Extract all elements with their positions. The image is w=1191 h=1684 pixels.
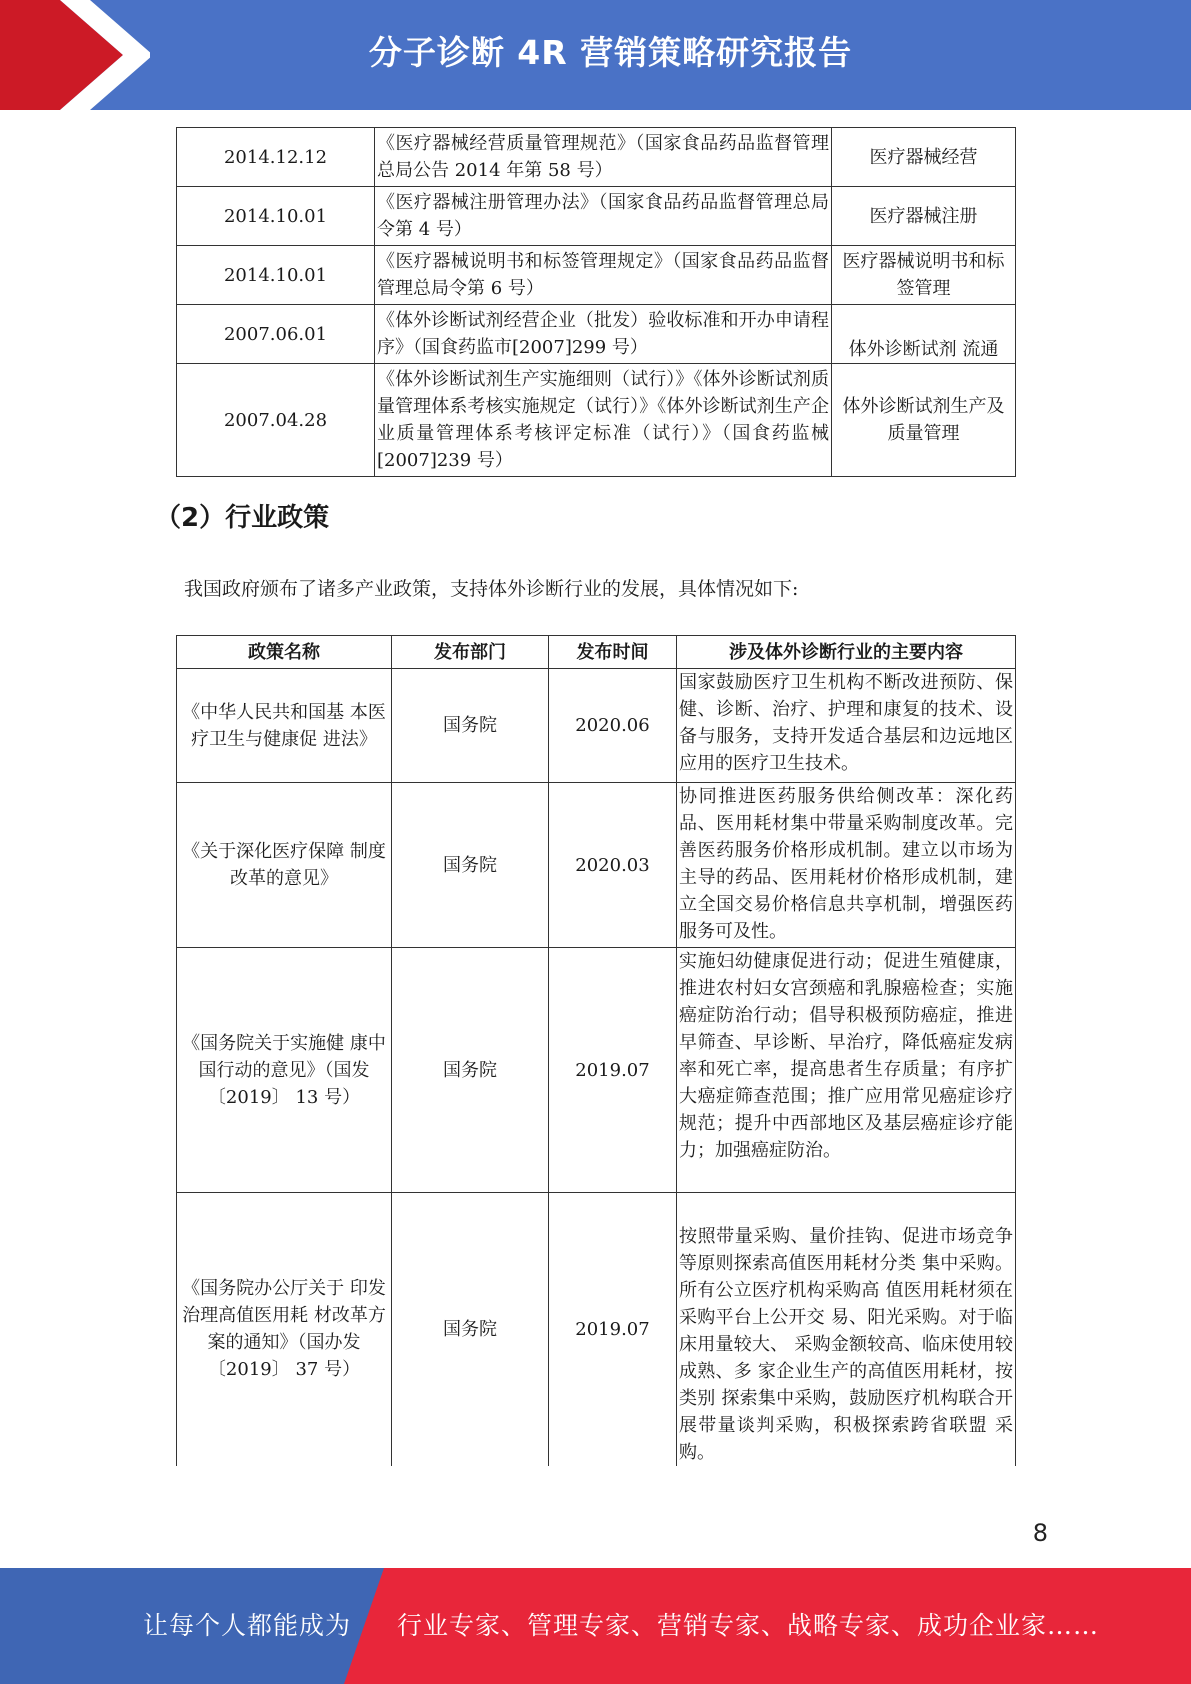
area-cell: 医疗器械说明书和标签管理 [832,246,1016,305]
date-cell: 2020.03 [549,783,677,948]
document-cell: 《体外诊断试剂经营企业（批发）验收标准和开办申请程序》（国食药监市[2007]299 号） [375,305,832,364]
table-row [177,128,1016,187]
date-cell: 2019.07 [549,948,677,1193]
table-row [177,1193,1016,1466]
policy-name-cell: 《国务院办公厅关于 印发治理高值医用耗 材改革方案的通知》（国办发〔2019〕 37 号） [177,1193,392,1466]
footer-slogan-left: 让每个人都能成为 [143,1611,352,1640]
area-cell: 医疗器械注册 [832,187,1016,246]
department-cell: 国务院 [392,1193,549,1466]
document-cell: 《体外诊断试剂生产实施细则（试行）》《体外诊断试剂质量管理体系考核实施规定（试行）》《体外诊断试剂生产企业质量管理体系考核评定标准（试行）》（国食药监械[2007]239 号） [375,364,832,477]
document-cell: 《医疗器械说明书和标签管理规定》（国家食品药品监督管理总局令第 6 号） [375,246,832,305]
policy-name-cell: 《中华人民共和国基 本医疗卫生与健康促 进法》 [177,669,392,783]
page-number: 8 [1032,1519,1048,1547]
footer-banner [0,1568,1191,1684]
report-title: 分子诊断 4R 营销策略研究报告 [368,33,853,72]
table-row [177,948,1016,1193]
content-cell: 协同推进医药服务供给侧改革：深化药品、医用耗材集中带量采购制度改革。完善医药服务价格形成机制。建立以市场为主导的药品、医用耗材价格形成机制，建立全国交易价格信息共享机制，增强医药服务可及性。 [677,783,1016,948]
department-cell: 国务院 [392,783,549,948]
table-row [177,364,1016,477]
date-cell: 2014.12.12 [177,128,375,187]
date-cell: 2007.06.01 [177,305,375,364]
table-row [177,669,1016,783]
date-cell: 2014.10.01 [177,246,375,305]
section-title: （2）行业政策 [155,503,330,533]
header-policy-name: 政策名称 [177,636,392,669]
intro-paragraph: 我国政府颁布了诸多产业政策，支持体外诊断行业的发展，具体情况如下: [184,578,799,600]
department-cell: 国务院 [392,948,549,1193]
policy-name-cell: 《关于深化医疗保障 制度改革的意见》 [177,783,392,948]
content-cell: 国家鼓励医疗卫生机构不断改进预防、保健、诊断、治疗、护理和康复的技术、设备与服务，支持开发适合基层和边远地区应用的医疗卫生技术。 [677,669,1016,783]
header-date: 发布时间 [549,636,677,669]
document-cell: 《医疗器械经营质量管理规范》（国家食品药品监督管理总局公告 2014 年第 58 号） [375,128,832,187]
area-cell: 体外诊断试剂生产及质量管理 [832,364,1016,477]
document-cell: 《医疗器械注册管理办法》（国家食品药品监督管理总局令第 4 号） [375,187,832,246]
table-row [177,187,1016,246]
area-cell: 医疗器械经营 [832,128,1016,187]
content-cell: 实施妇幼健康促进行动；促进生殖健康，推进农村妇女宫颈癌和乳腺癌检查；实施癌症防治行动；倡导积极预防癌症，推进早筛查、早诊断、早治疗，降低癌症发病率和死亡率，提高患者生存质量；有序扩大癌症筛查范围；推广应用常见癌症诊疗规范；提升中西部地区及基层癌症诊疗能力；加强癌症防治。 [677,948,1016,1193]
header-department: 发布部门 [392,636,549,669]
footer-slogan-right: 行业专家、管理专家、营销专家、战略专家、成功企业家…… [397,1611,1100,1640]
table-row [177,305,1016,364]
content-cell: 按照带量采购、量价挂钩、促进市场竞争等原则探索高值医用耗材分类 集中采购。所有公立医疗机构采购高 值医用耗材须在采购平台上公开交 易、阳光采购。对于临床用量较大、 采购金额较高、临床使用较成熟、多 家企业生产的高值医用耗材，按类别 探索集中采购，鼓励医疗机构联合开 展带量谈判采购，积极探索跨省联盟 采购。 [677,1193,1016,1466]
department-cell: 国务院 [392,669,549,783]
regulations-table [176,127,1016,477]
table-row [177,246,1016,305]
policy-name-cell: 《国务院关于实施健 康中国行动的意见》（国发〔2019〕 13 号） [177,948,392,1193]
table-row [177,783,1016,948]
date-cell: 2014.10.01 [177,187,375,246]
date-cell: 2019.07 [549,1193,677,1466]
area-cell: 体外诊断试剂 流通 [832,305,1016,364]
table-header-row [177,636,1016,669]
date-cell: 2007.04.28 [177,364,375,477]
header-banner [0,0,1191,110]
date-cell: 2020.06 [549,669,677,783]
policy-table [176,635,1016,1466]
header-content: 涉及体外诊断行业的主要内容 [677,636,1016,669]
